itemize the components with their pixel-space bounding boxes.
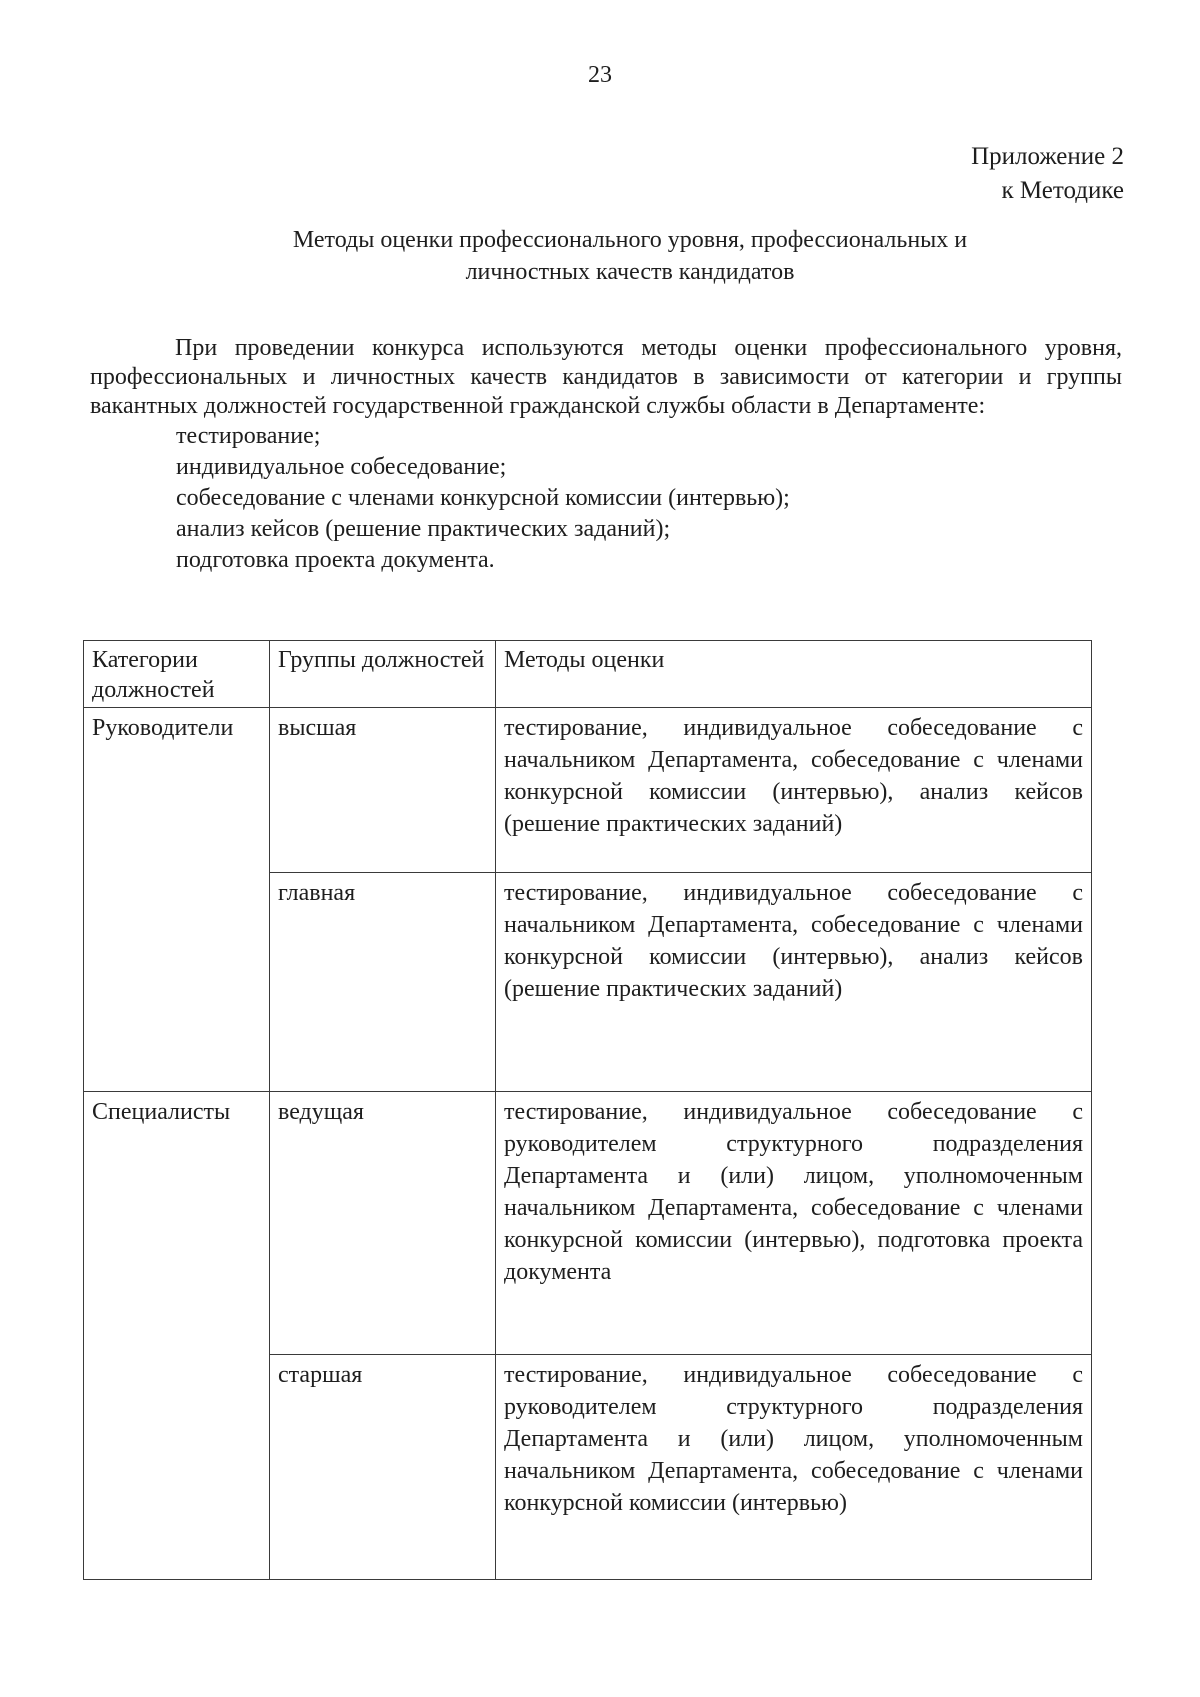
methods-list-item: анализ кейсов (решение практических заданий); — [176, 516, 671, 542]
appendix-line-2: к Методике — [1001, 177, 1124, 204]
group-cell: старшая — [270, 1355, 496, 1580]
assessment-methods-table — [83, 640, 1092, 1580]
group-cell: высшая — [270, 708, 496, 873]
methods-cell: тестирование, индивидуальное собеседование с начальником Департамента, собеседование с членами конкурсной комиссии (интервью), анализ кейсов (решение практических заданий) — [496, 873, 1092, 1092]
table-row — [84, 708, 1092, 873]
methods-cell: тестирование, индивидуальное собеседование с руководителем структурного подразделения Департамента и (или) лицом, уполномоченным начальником Департамента, собеседование с членами конкурсной комиссии (интервью), подготовка проекта документа — [496, 1092, 1092, 1355]
appendix-line-1: Приложение 2 — [971, 143, 1124, 170]
methods-cell: тестирование, индивидуальное собеседование с начальником Департамента, собеседование с членами конкурсной комиссии (интервью), анализ кейсов (решение практических заданий) — [496, 708, 1092, 873]
intro-paragraph: При проведении конкурса используются методы оценки профессионального уровня, профессиональных и личностных качеств кандидатов в зависимости от категории и группы вакантных должностей государственной гражданской службы области в Департаменте: — [90, 335, 1122, 419]
methods-list-item: индивидуальное собеседование; — [176, 454, 507, 480]
group-cell: главная — [270, 873, 496, 1092]
methods-list-item: тестирование; — [176, 423, 321, 449]
methods-cell: тестирование, индивидуальное собеседование с руководителем структурного подразделения Департамента и (или) лицом, уполномоченным начальником Департамента, собеседование с членами конкурсной комиссии (интервью) — [496, 1355, 1092, 1580]
page-number: 23 — [588, 62, 612, 88]
header-methods: Методы оценки — [496, 641, 1092, 708]
document-title-line-1: Методы оценки профессионального уровня, профессиональных и — [292, 227, 968, 253]
header-group: Группы должностей — [270, 641, 496, 708]
appendix-reference — [971, 140, 1124, 208]
intro-section — [90, 334, 1122, 576]
document-title — [150, 224, 1110, 288]
table-header-row — [84, 641, 1092, 708]
methods-list-item: собеседование с членами конкурсной комиссии (интервью); — [176, 485, 790, 511]
category-cell: Руководители — [84, 708, 270, 1092]
document-title-line-2: личностных качеств кандидатов — [465, 259, 795, 285]
category-cell: Специалисты — [84, 1092, 270, 1580]
methods-list — [90, 421, 1122, 576]
header-category: Категории должностей — [84, 641, 270, 708]
table-row — [84, 1092, 1092, 1355]
methods-list-item: подготовка проекта документа. — [176, 547, 495, 573]
group-cell: ведущая — [270, 1092, 496, 1355]
